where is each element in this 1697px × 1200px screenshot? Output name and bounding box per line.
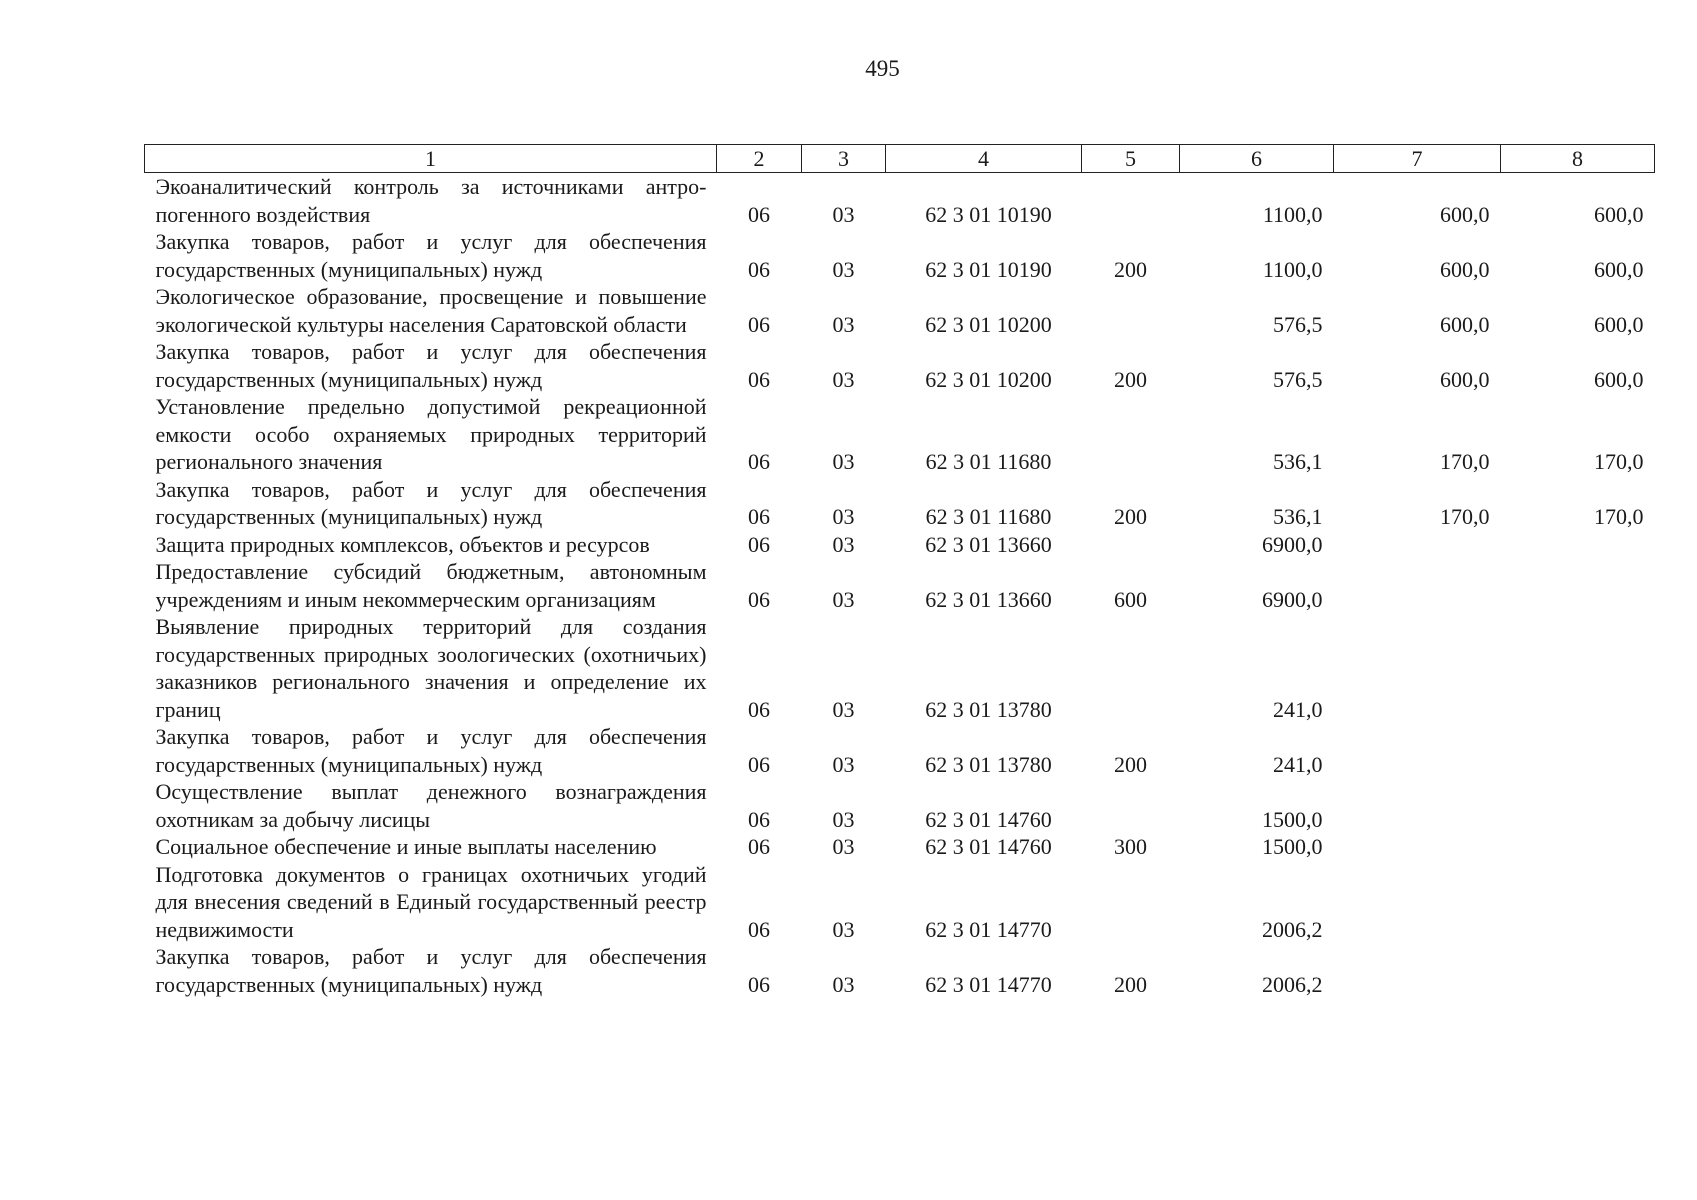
amount-col-6: 1500,0 [1262, 806, 1323, 832]
section-code: 06 [748, 449, 770, 474]
expense-type-code: 200 [1114, 504, 1147, 529]
amount-col-6: 1500,0 [1262, 834, 1323, 859]
expense-type-code: 200 [1114, 256, 1147, 282]
subsection-code: 03 [832, 449, 855, 474]
row-name: Выявление природных территорий для создания государственных природных зоологических (охотничьих) заказников регионального значения и определение их границ [155, 614, 707, 722]
target-article-code: 62 3 01 13780 [925, 696, 1052, 722]
amount-col-7: 600,0 [1440, 256, 1490, 282]
section-code: 06 [748, 256, 770, 282]
amount-col-7: 600,0 [1440, 201, 1490, 227]
section-code: 06 [748, 834, 770, 859]
row-name: Экоаналитический контроль за источниками антропогенного воздействия [155, 174, 707, 227]
column-header-5: 5 [1082, 145, 1180, 173]
target-article-code: 62 3 01 10200 [925, 366, 1052, 392]
amount-col-6: 241,0 [1273, 696, 1323, 722]
target-article-code: 62 3 01 13660 [925, 531, 1052, 557]
amount-col-8 [1501, 833, 1655, 861]
expense-type-code [1082, 861, 1180, 944]
expense-type-code: 600 [1114, 586, 1147, 612]
table-row [145, 723, 1655, 778]
subsection-code: 03 [832, 504, 855, 529]
amount-col-6: 2006,2 [1262, 971, 1323, 997]
subsection-code: 03 [832, 696, 855, 722]
amount-col-7 [1334, 723, 1501, 778]
row-name: Защита природных комплексов, объектов и ресурсов [155, 531, 650, 557]
row-name: Социальное обеспечение и иные выплаты населению [155, 834, 657, 859]
amount-col-7: 600,0 [1440, 366, 1490, 392]
amount-col-8: 600,0 [1594, 256, 1644, 282]
table-row [145, 558, 1655, 613]
row-name: Закупка товаров, работ и услуг для обеспечения государственных (муниципальных) нужд [155, 476, 707, 529]
target-article-code: 62 3 01 14760 [925, 806, 1052, 832]
amount-col-7: 600,0 [1440, 311, 1490, 337]
subsection-code: 03 [832, 586, 855, 612]
table-row [145, 476, 1655, 531]
amount-col-6: 536,1 [1273, 504, 1323, 529]
column-header-6: 6 [1180, 145, 1334, 173]
row-name: Экологическое образование, просвещение и повышение экологической культуры населения Саратовской области [155, 284, 707, 337]
section-code: 06 [748, 201, 770, 227]
amount-col-8: 600,0 [1594, 366, 1644, 392]
amount-col-8 [1501, 613, 1655, 723]
expense-type-code: 200 [1114, 366, 1147, 392]
subsection-code: 03 [832, 806, 855, 832]
section-code: 06 [748, 806, 770, 832]
table-row [145, 861, 1655, 944]
row-name: Закупка товаров, работ и услуг для обеспечения государственных (муниципальных) нужд [155, 944, 707, 997]
subsection-code: 03 [832, 311, 855, 337]
amount-col-6: 576,5 [1273, 311, 1323, 337]
expense-type-code [1082, 393, 1180, 476]
amount-col-7: 170,0 [1440, 504, 1490, 529]
section-code: 06 [748, 696, 770, 722]
amount-col-6: 576,5 [1273, 366, 1323, 392]
subsection-code: 03 [832, 834, 855, 859]
amount-col-7: 170,0 [1440, 449, 1490, 474]
amount-col-7 [1334, 558, 1501, 613]
amount-col-6: 6900,0 [1262, 531, 1323, 557]
subsection-code: 03 [832, 971, 855, 997]
expense-type-code [1082, 613, 1180, 723]
target-article-code: 62 3 01 10190 [925, 201, 1052, 227]
section-code: 06 [748, 751, 770, 777]
amount-col-8 [1501, 943, 1655, 998]
target-article-code: 62 3 01 11680 [925, 504, 1052, 529]
expense-type-code: 200 [1114, 971, 1147, 997]
row-name: Осуществление выплат денежного вознаграждения охотникам за добычу лисицы [155, 779, 707, 832]
row-name: Установление предельно допустимой рекреационной емкости особо охраняемых природных территорий регионального значения [155, 394, 707, 474]
expense-type-code [1082, 531, 1180, 559]
column-header-2: 2 [717, 145, 802, 173]
amount-col-6: 536,1 [1273, 449, 1323, 474]
column-header-3: 3 [802, 145, 886, 173]
column-header-7: 7 [1334, 145, 1501, 173]
expense-type-code: 200 [1114, 751, 1147, 777]
amount-col-8: 170,0 [1594, 449, 1644, 474]
table-row [145, 393, 1655, 476]
amount-col-7 [1334, 861, 1501, 944]
table-row [145, 228, 1655, 283]
section-code: 06 [748, 971, 770, 997]
row-name: Предоставление субсидий бюджетным, автономным учреждениям и иным некоммерческим организациям [155, 559, 707, 612]
amount-col-7 [1334, 943, 1501, 998]
target-article-code: 62 3 01 13780 [925, 751, 1052, 777]
amount-col-8 [1501, 861, 1655, 944]
column-header-8: 8 [1501, 145, 1655, 173]
subsection-code: 03 [832, 751, 855, 777]
amount-col-8: 600,0 [1594, 201, 1644, 227]
amount-col-8 [1501, 531, 1655, 559]
section-code: 06 [748, 366, 770, 392]
target-article-code: 62 3 01 14770 [925, 971, 1052, 997]
amount-col-6: 241,0 [1273, 751, 1323, 777]
target-article-code: 62 3 01 10200 [925, 311, 1052, 337]
column-header-1: 1 [145, 145, 717, 173]
amount-col-8 [1501, 723, 1655, 778]
subsection-code: 03 [832, 256, 855, 282]
section-code: 06 [748, 916, 770, 942]
budget-table [144, 144, 1655, 998]
row-name: Подготовка документов о границах охотничьих угодий для внесения сведений в Единый государственный реестр недвижимости [155, 861, 707, 942]
table-row [145, 531, 1655, 559]
header-row [145, 145, 1655, 173]
subsection-code: 03 [832, 201, 855, 227]
row-name: Закупка товаров, работ и услуг для обеспечения государственных (муниципальных) нужд [155, 724, 707, 777]
amount-col-7 [1334, 531, 1501, 559]
amount-col-7 [1334, 613, 1501, 723]
page-number: 495 [865, 56, 900, 81]
target-article-code: 62 3 01 14760 [925, 834, 1052, 859]
amount-col-8: 600,0 [1594, 311, 1644, 337]
row-name: Закупка товаров, работ и услуг для обеспечения государственных (муниципальных) нужд [155, 229, 707, 282]
amount-col-7 [1334, 778, 1501, 833]
section-code: 06 [748, 311, 770, 337]
column-header-4: 4 [886, 145, 1082, 173]
amount-col-8: 170,0 [1594, 504, 1644, 529]
target-article-code: 62 3 01 10190 [925, 256, 1052, 282]
amount-col-6: 6900,0 [1262, 586, 1323, 612]
table-row [145, 613, 1655, 723]
amount-col-8 [1501, 778, 1655, 833]
subsection-code: 03 [832, 366, 855, 392]
target-article-code: 62 3 01 11680 [925, 449, 1052, 474]
amount-col-6: 1100,0 [1262, 256, 1323, 282]
expense-type-code [1082, 173, 1180, 229]
table-body [145, 173, 1655, 999]
table-row [145, 778, 1655, 833]
subsection-code: 03 [832, 916, 855, 942]
table-row [145, 173, 1655, 229]
table-row [145, 943, 1655, 998]
table-row [145, 833, 1655, 861]
section-code: 06 [748, 586, 770, 612]
table-row [145, 283, 1655, 338]
row-name: Закупка товаров, работ и услуг для обеспечения государственных (муниципальных) нужд [155, 339, 707, 392]
expense-type-code: 300 [1114, 834, 1147, 859]
expense-type-code [1082, 778, 1180, 833]
section-code: 06 [748, 531, 770, 557]
amount-col-7 [1334, 833, 1501, 861]
expense-type-code [1082, 283, 1180, 338]
section-code: 06 [748, 504, 770, 529]
target-article-code: 62 3 01 14770 [925, 916, 1052, 942]
target-article-code: 62 3 01 13660 [925, 586, 1052, 612]
amount-col-6: 2006,2 [1262, 916, 1323, 942]
table-row [145, 338, 1655, 393]
amount-col-6: 1100,0 [1262, 201, 1323, 227]
amount-col-8 [1501, 558, 1655, 613]
subsection-code: 03 [832, 531, 855, 557]
